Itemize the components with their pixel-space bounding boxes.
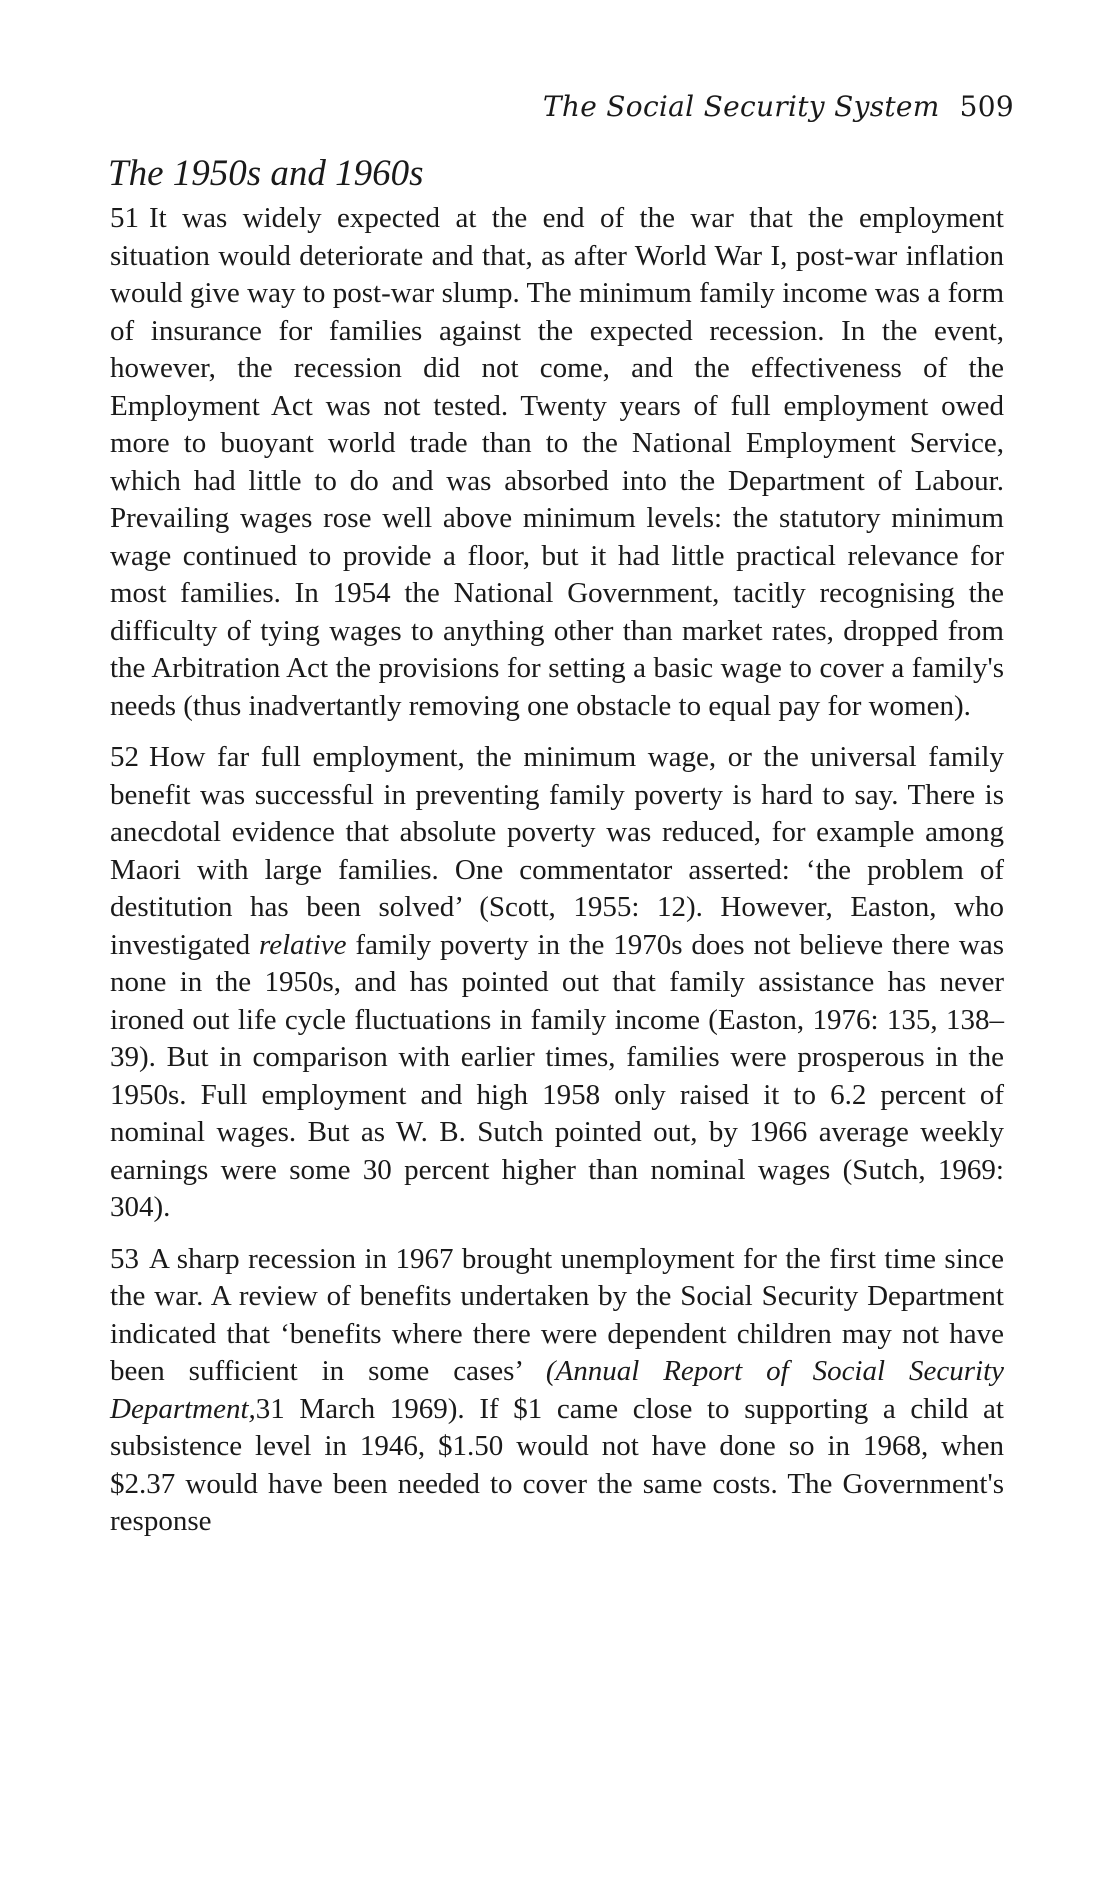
body-text [110,200,1004,1555]
emphasis-text: relative [259,928,347,961]
paragraph-text: family poverty in the 1970s does not believe there was none in the 1950s, and has pointed out that family assistance has never ironed out life cycle fluctuations in family income (Easton, 1976: 135, 138–39). But in comparison with earlier times, families were prosperous in the 1950s. Full employment and high 1958 only raised it to 6.2 percent of nominal wages. But as W. B. Sutch pointed out, by 1966 average weekly earnings were some 30 percent higher than nominal wages (Sutch, 1969: 304). [110,928,1004,1223]
section-heading: The 1950s and 1960s [108,153,424,194]
page-number: 509 [959,90,1014,123]
running-head-title: The Social Security System [542,90,940,123]
running-head [543,90,1014,123]
citation-title: (Annual Report of Social Security Department, [110,1355,1004,1425]
paragraph-number: 53 [110,1242,139,1275]
paragraph-text: It was widely expected at the end of the war that the employment situation would deteriorate and that, as after World War I, post-war inflation would give way to post-war slump. The minimum family income was a form of insurance for families against the expected recession. In the event, however, the recession did not come, and the effectiveness of the Employment Act was not tested. Twenty years of full employment owed more to buoyant world trade than to the National Employment Service, which had little to do and was absorbed into the Department of Labour. Prevailing wages rose well above minimum levels: the statutory minimum wage continued to provide a floor, but it had little practical relevance for most families. In 1954 the National Government, tacitly recognising the difficulty of tying wages to anything other than market rates, dropped from the Arbitration Act the provisions for setting a basic wage to cover a family's needs (thus inadvertantly removing one obstacle to equal pay for women). [110,202,1004,722]
paragraph-number: 51 [110,202,139,234]
paragraph-text: A sharp recession in 1967 brought unemployment for the first time since the war. A review of benefits undertaken by the Social Security Department indicated that ‘benefits where there were dependent children may not have been sufficient in some cases’ [110,1242,1004,1387]
paragraph-51 [110,200,1004,725]
paragraph-text: How far full employment, the minimum wage, or the universal family benefit was successful in preventing family poverty is hard to say. There is anecdotal evidence that absolute poverty was reduced, for example among Maori with large families. One commentator asserted: ‘the problem of destitution has been solved’ (Scott, 1955: 12). However, Easton, who investigated [110,741,1004,961]
paragraph-number: 52 [110,741,139,773]
paragraph-53 [110,1241,1004,1541]
paragraph-52 [110,739,1004,1227]
paragraph-text: 31 March 1969). If $1 came close to supporting a child at subsistence level in 1946, $1.50 would not have done so in 1968, when $2.37 would have been needed to cover the same costs. The Government's response [110,1392,1004,1537]
